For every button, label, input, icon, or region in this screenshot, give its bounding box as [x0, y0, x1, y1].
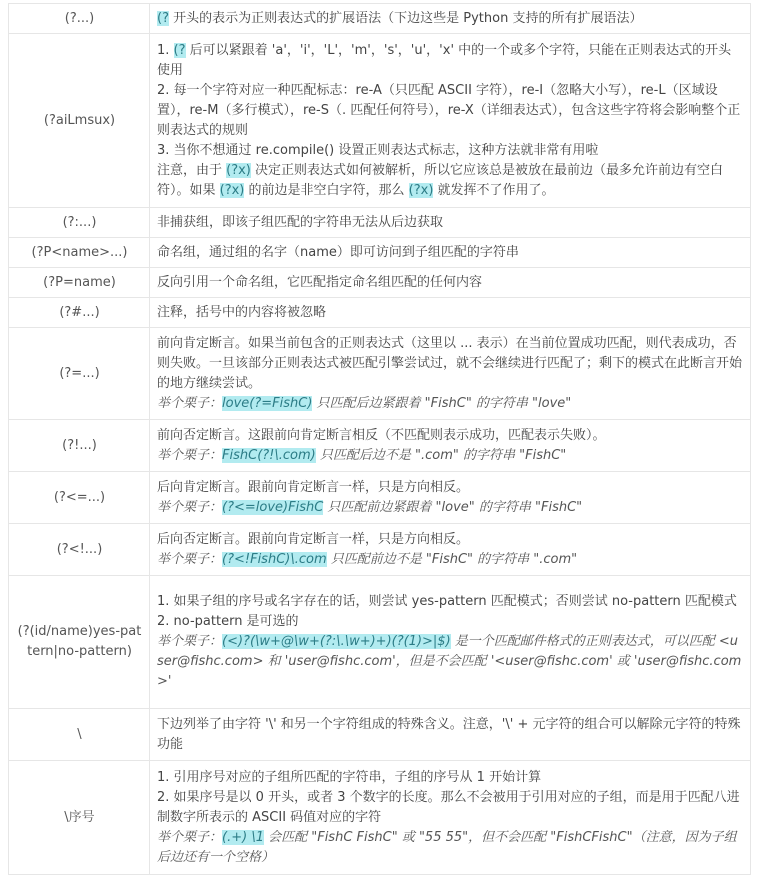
syntax-cell: (?P=name): [9, 268, 150, 298]
highlighted-code: (.+) \1: [222, 829, 264, 845]
syntax-cell: (?#...): [9, 298, 150, 328]
description-cell: [150, 208, 751, 238]
regex-syntax-table: [8, 3, 751, 875]
table-row: [9, 298, 751, 328]
description-line: 2. 如果序号是以 0 开头，或者 3 个数字的长度。那么不会被用于引用对应的子组，而是用于匹配八进制数字所表示的 ASCII 码值对应的字符: [157, 789, 740, 825]
table-row: [9, 576, 751, 709]
syntax-cell: (?...): [9, 4, 150, 34]
table-row: [9, 420, 751, 472]
highlighted-code: (?x): [226, 162, 251, 178]
highlighted-code: (?<!FishC)\.com: [222, 551, 327, 567]
description-line: 2. 每一个字符对应一种匹配标志：re-A（只匹配 ASCII 字符），re-I（忽略大小写），re-L（区域设置），re-M（多行模式），re-S（. 匹配任何符号），re-X（详细表达式），包含这些字符将会影响整个正则表达式的规则: [157, 82, 741, 138]
table-row: [9, 472, 751, 524]
description-line: 前向肯定断言。如果当前包含的正则表达式（这里以 ... 表示）在当前位置成功匹配，则代表成功，否则失败。一旦该部分正则表达式被匹配引擎尝试过，就不会继续进行匹配了；剩下的模式在此断言开始的地方继续尝试。: [157, 335, 743, 391]
table-row: [9, 208, 751, 238]
syntax-cell: (?=...): [9, 328, 150, 420]
table-row: [9, 761, 751, 875]
example-line: 举个栗子：(<)?(\w+@\w+(?:\.\w+)+)(?(1)>|$) 是一个匹配邮件格式的正则表达式，可以匹配 <user@fishc.com> 和 'user@fishc.com'，但是不会匹配 '<user@fishc.com' 或 'user@fishc.com>': [157, 634, 742, 689]
description-cell: [150, 472, 751, 524]
description-line: 1. (? 后可以紧跟着 'a'，'i'，'L'，'m'，'s'，'u'，'x' 中的一个或多个字符，只能在正则表达式的开头使用: [157, 42, 732, 78]
highlighted-code: love(?=FishC): [222, 395, 313, 411]
description-line: 非捕获组，即该子组匹配的字符串无法从后边获取: [157, 214, 444, 230]
syntax-cell: (?aiLmsux): [9, 34, 150, 208]
description-cell: [150, 4, 751, 34]
example-line: 举个栗子：FishC(?!\.com) 只匹配后边不是 ".com" 的字符串 "FishC": [157, 447, 567, 463]
syntax-cell: \: [9, 709, 150, 761]
description-cell: [150, 34, 751, 208]
syntax-cell: (?P<name>...): [9, 238, 150, 268]
highlighted-code: (<)?(\w+@\w+(?:\.\w+)+)(?(1)>|$): [222, 634, 451, 649]
description-line: (? 开头的表示为正则表达式的扩展语法（下边这些是 Python 支持的所有扩展语法）: [157, 10, 643, 26]
syntax-cell: (?!...): [9, 420, 150, 472]
description-cell: [150, 524, 751, 576]
syntax-cell: (?(id/name)yes-pattern|no-pattern): [9, 576, 150, 709]
highlighted-code: (?<=love)FishC: [222, 499, 324, 515]
table-row: [9, 238, 751, 268]
highlighted-code: (?: [173, 42, 186, 58]
regex-extension-syntax-document: [8, 3, 751, 875]
syntax-cell: (?:...): [9, 208, 150, 238]
table-row: [9, 524, 751, 576]
description-cell: [150, 298, 751, 328]
description-line: 后向否定断言。跟前向肯定断言一样，只是方向相反。: [157, 531, 470, 547]
description-line: 反向引用一个命名组，它匹配指定命名组匹配的任何内容: [157, 274, 483, 290]
description-cell: [150, 268, 751, 298]
description-line: 1. 如果子组的序号或名字存在的话，则尝试 yes-pattern 匹配模式；否则尝试 no-pattern 匹配模式: [157, 594, 737, 609]
description-line: 前向否定断言。这跟前向肯定断言相反（不匹配则表示成功，匹配表示失败）。: [157, 427, 606, 443]
highlighted-code: (?: [157, 10, 169, 26]
description-line: 下边列举了由字符 '\' 和另一个字符组成的特殊含义。注意，'\' + 元字符的组合可以解除元字符的特殊功能: [157, 716, 741, 752]
highlighted-code: FishC(?!\.com): [222, 447, 316, 463]
table-row: [9, 328, 751, 420]
highlighted-code: (?x): [219, 182, 245, 198]
note-line: 注意，由于 (?x) 决定正则表达式如何被解析，所以它应该总是被放在最前边（最多允许前边有空白符）。如果 (?x) 的前边是非空白字符，那么 (?x) 就发挥不了作用了。: [157, 162, 724, 198]
description-line: 注释，括号中的内容将被忽略: [157, 304, 327, 320]
description-line: 后向肯定断言。跟前向肯定断言一样，只是方向相反。: [157, 479, 470, 495]
highlighted-code: (?x): [408, 182, 434, 198]
description-line: 命名组，通过组的名字（name）即可访问到子组匹配的字符串: [157, 244, 519, 260]
description-cell: [150, 576, 751, 709]
description-cell: [150, 420, 751, 472]
description-cell: [150, 238, 751, 268]
table-row: [9, 268, 751, 298]
description-line: 2. no-pattern 是可选的: [157, 614, 299, 629]
table-row: [9, 34, 751, 208]
example-line: 举个栗子：(?<=love)FishC 只匹配前边紧跟着 "love" 的字符串 "FishC": [157, 499, 583, 515]
description-cell: [150, 761, 751, 875]
syntax-cell: \序号: [9, 761, 150, 875]
example-line: 举个栗子：(?<!FishC)\.com 只匹配前边不是 "FishC" 的字符串 ".com": [157, 551, 578, 567]
description-cell: [150, 709, 751, 761]
syntax-cell: (?<!...): [9, 524, 150, 576]
description-line: 3. 当你不想通过 re.compile() 设置正则表达式标志，这种方法就非常有用啦: [157, 142, 599, 158]
table-row: [9, 709, 751, 761]
example-line: 举个栗子：(.+) \1 会匹配 "FishC FishC" 或 "55 55"，但不会匹配 "FishCFishC"（注意，因为子组后边还有一个空格）: [157, 829, 737, 865]
description-line: 1. 引用序号对应的子组所匹配的字符串，子组的序号从 1 开始计算: [157, 769, 542, 785]
description-cell: [150, 328, 751, 420]
syntax-cell: (?<=...): [9, 472, 150, 524]
table-row: [9, 4, 751, 34]
example-line: 举个栗子：love(?=FishC) 只匹配后边紧跟着 "FishC" 的字符串 "love": [157, 395, 572, 411]
